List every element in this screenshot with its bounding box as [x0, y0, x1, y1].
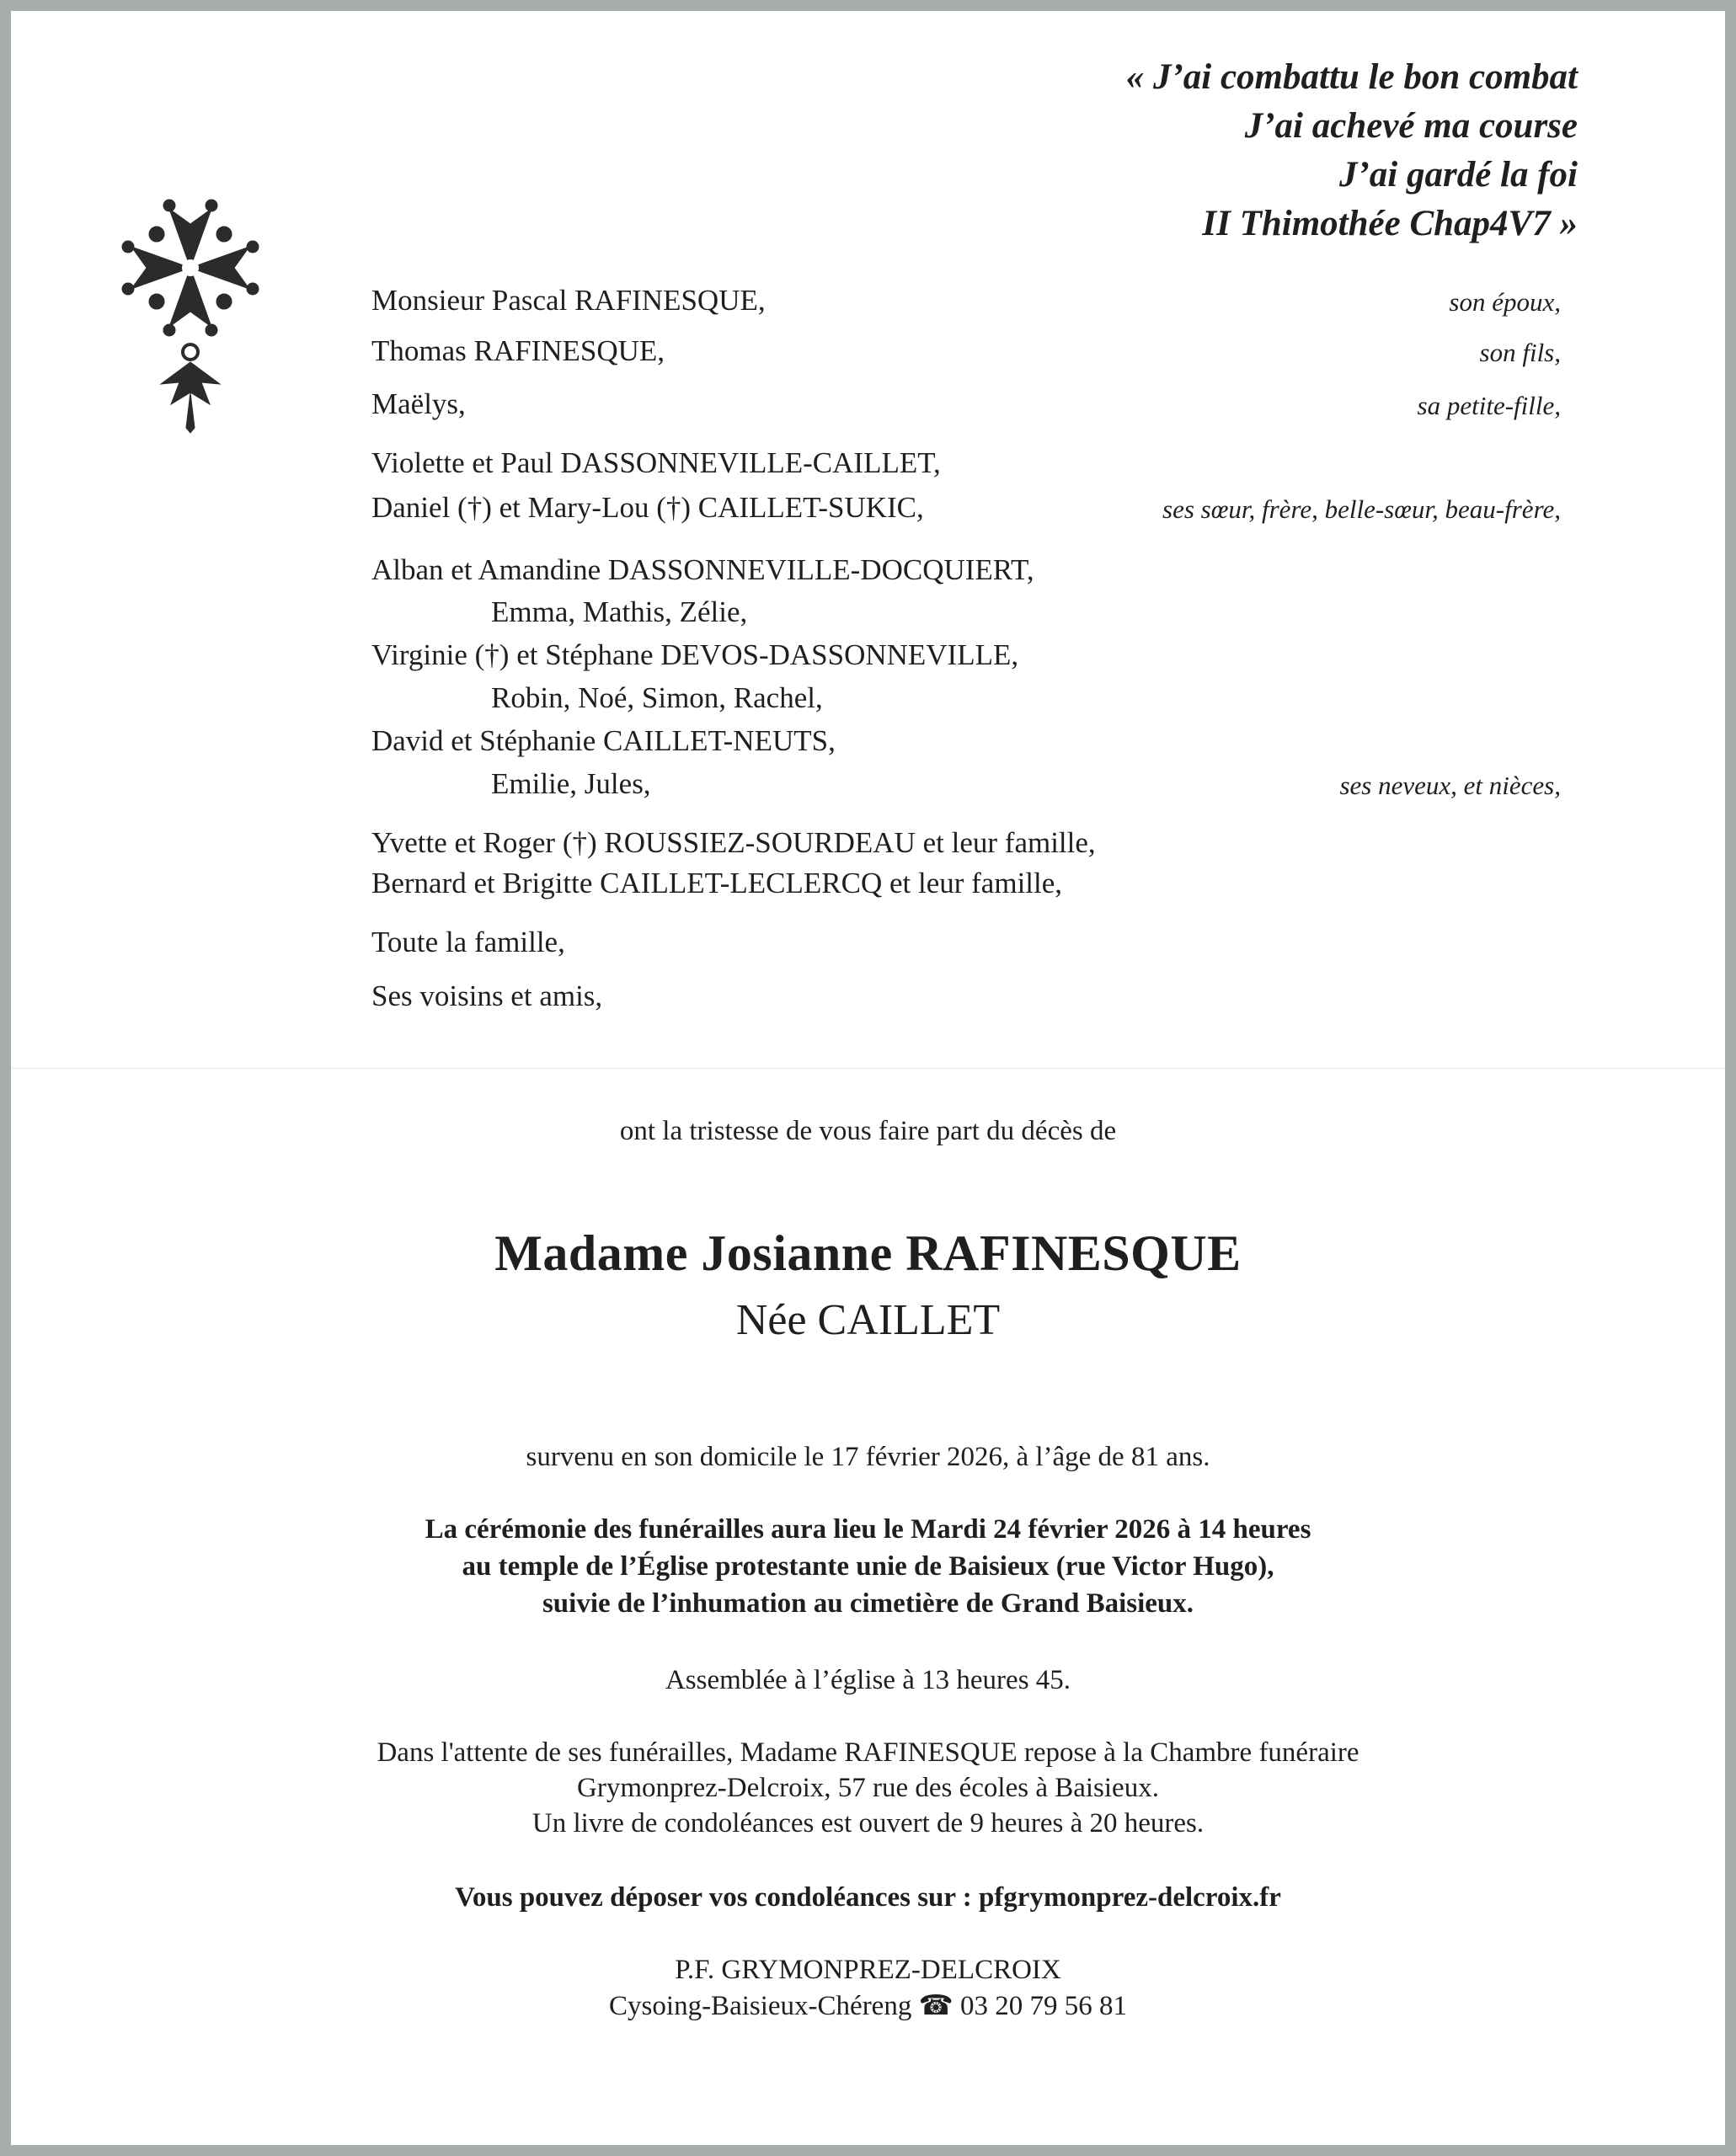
huguenot-cross-icon	[110, 184, 270, 436]
announcement-text: ont la tristesse de vous faire part du décès de	[619, 1116, 1117, 1146]
condolences-text: Vous pouvez déposer vos condoléances sur : pfgrymonprez-delcroix.fr	[455, 1882, 1281, 1913]
viewing-line: Grymonprez-Delcroix, 57 rue des écoles à Baisieux.	[577, 1773, 1159, 1803]
assembly-text: Assemblée à l’église à 13 heures 45.	[665, 1665, 1071, 1695]
family-member: Alban et Amandine DASSONNEVILLE-DOCQUIERT,	[371, 553, 1034, 586]
ceremony-line: au temple de l’Église protestante unie de Baisieux (rue Victor Hugo),	[462, 1551, 1274, 1582]
relation-label: ses neveux, et nièces,	[1339, 771, 1561, 800]
viewing-line: Dans l'attente de ses funérailles, Madame RAFINESQUE repose à la Chambre funéraire	[377, 1737, 1359, 1768]
ceremony-line: La cérémonie des funérailles aura lieu le Mardi 24 février 2026 à 14 heures	[425, 1514, 1311, 1545]
quote-line: J’ai gardé la foi	[1338, 155, 1578, 195]
obituary-card	[11, 11, 1725, 2145]
maiden-name: Née CAILLET	[735, 1296, 1001, 1344]
relation-label: sa petite-fille,	[1417, 391, 1561, 420]
funeral-home-name: P.F. GRYMONPREZ-DELCROIX	[675, 1955, 1061, 1985]
telephone-icon: ☎	[918, 1991, 953, 2021]
family-member: Violette et Paul DASSONNEVILLE-CAILLET,	[371, 446, 941, 479]
family-member: Thomas RAFINESQUE,	[371, 334, 665, 367]
death-info: survenu en son domicile le 17 février 2026, à l’âge de 81 ans.	[526, 1442, 1210, 1472]
ceremony-line: suivie de l’inhumation au cimetière de Grand Baisieux.	[542, 1588, 1194, 1619]
funeral-home-phone: 03 20 79 56 81	[959, 1991, 1127, 2021]
family-member: Bernard et Brigitte CAILLET-LECLERCQ et leur famille,	[371, 867, 1063, 899]
family-member: Emilie, Jules,	[491, 767, 651, 800]
family-member: Virginie (†) et Stéphane DEVOS-DASSONNEVILLE,	[371, 638, 1019, 671]
family-member: David et Stéphanie CAILLET-NEUTS,	[371, 724, 836, 757]
relation-label: ses sœur, frère, belle-sœur, beau-frère,	[1162, 494, 1561, 524]
family-member: Robin, Noé, Simon, Rachel,	[491, 681, 823, 714]
fold-line	[11, 1068, 1725, 1069]
deceased-name: Madame Josianne RAFINESQUE	[494, 1225, 1242, 1281]
family-member: Ses voisins et amis,	[371, 979, 603, 1012]
family-member: Emma, Mathis, Zélie,	[491, 595, 748, 628]
family-member: Monsieur Pascal RAFINESQUE,	[371, 284, 766, 317]
quote-line: J’ai achevé ma course	[1244, 106, 1578, 146]
bible-quote	[1126, 53, 1578, 248]
family-member: Yvette et Roger (†) ROUSSIEZ-SOURDEAU et leur famille,	[371, 826, 1096, 859]
quote-line: « J’ai combattu le bon combat	[1125, 57, 1578, 97]
viewing-line: Un livre de condoléances est ouvert de 9 heures à 20 heures.	[531, 1808, 1205, 1838]
family-member: Toute la famille,	[371, 926, 565, 958]
family-member: Maëlys,	[371, 387, 466, 420]
quote-line: II Thimothée Chap4V7 »	[1202, 204, 1578, 243]
family-member: Daniel (†) et Mary-Lou (†) CAILLET-SUKIC,	[371, 491, 924, 524]
relation-label: son fils,	[1479, 338, 1561, 367]
funeral-home-location: Cysoing-Baisieux-Chéreng	[609, 1991, 912, 2021]
relation-label: son époux,	[1449, 287, 1561, 317]
funeral-home-contact	[11, 1989, 1725, 2023]
